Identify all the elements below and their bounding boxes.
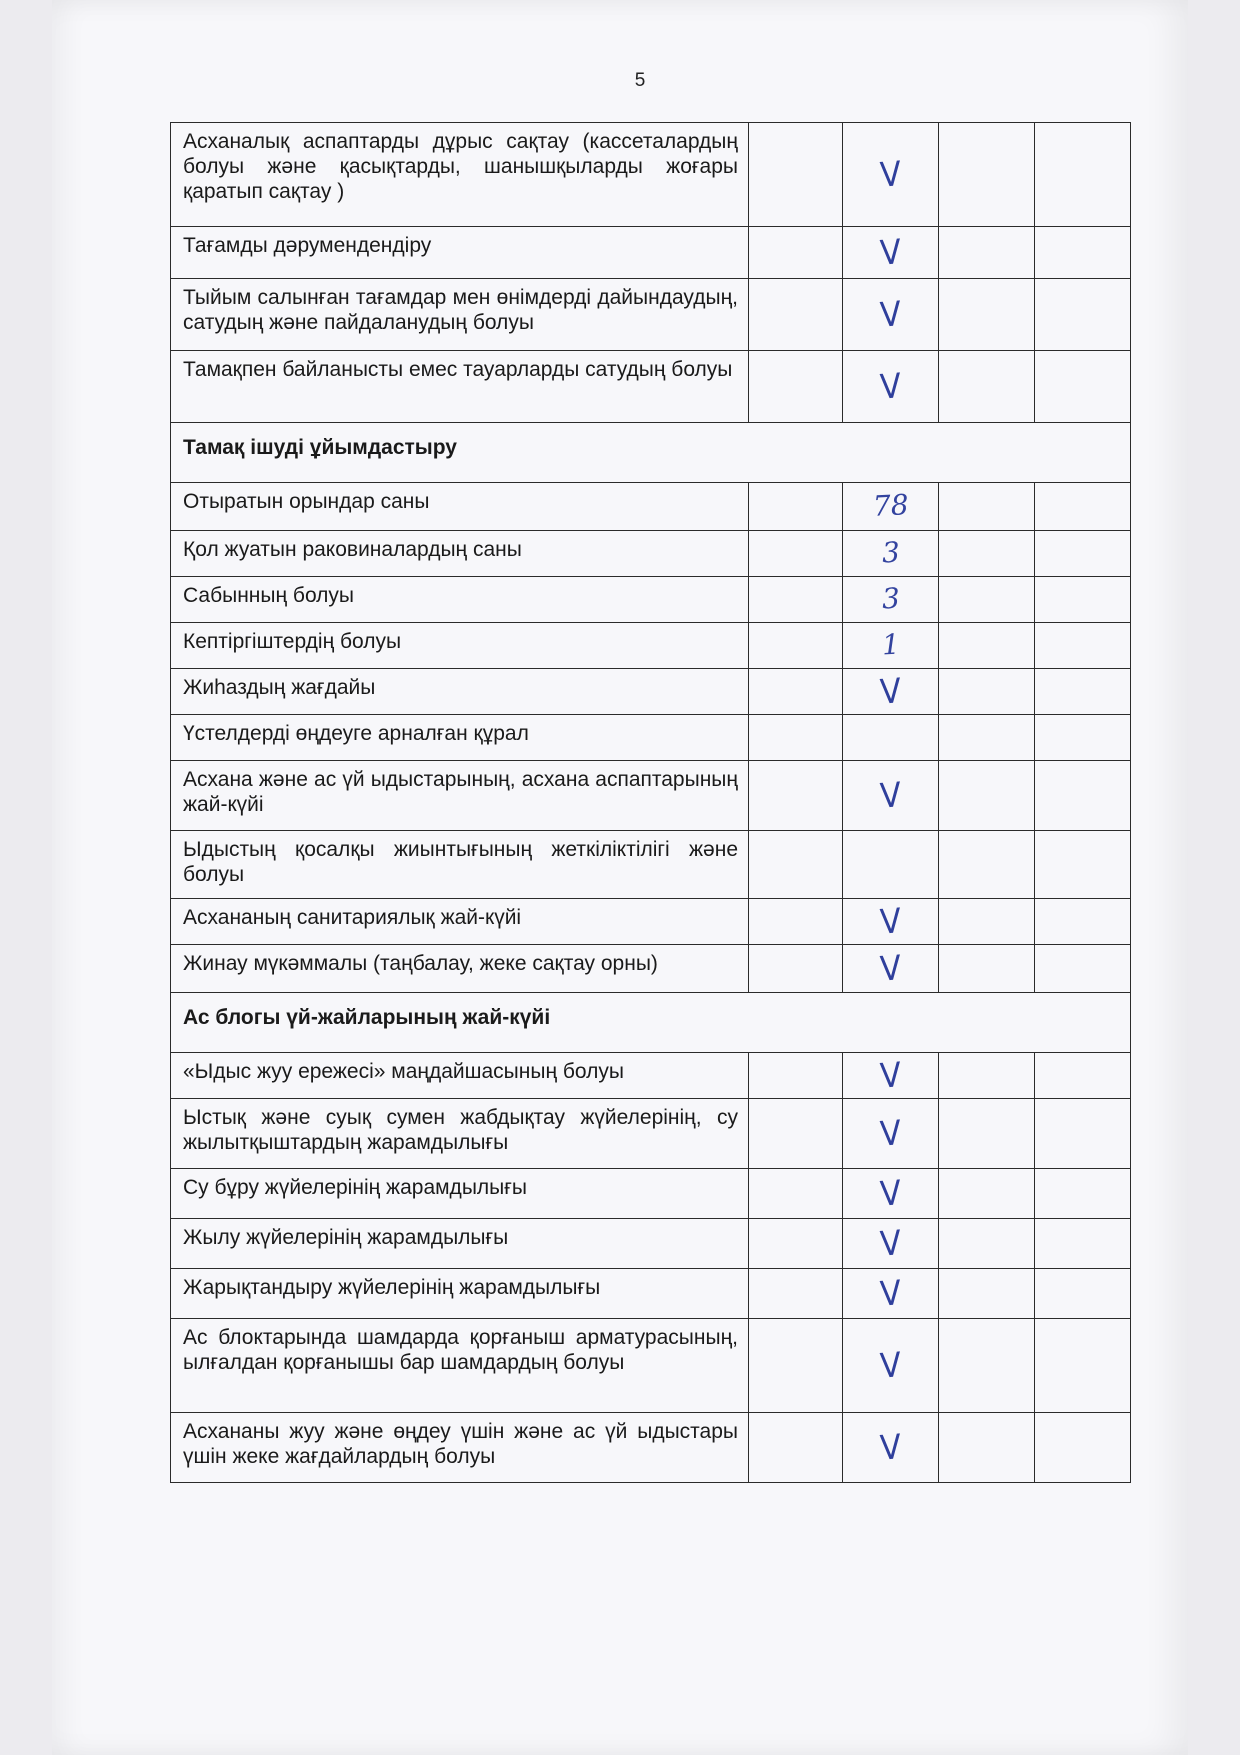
checkmark-icon: V [878, 1272, 903, 1315]
blank-cell [1035, 623, 1131, 669]
blank-cell [1035, 831, 1131, 899]
criterion-text: Жинау мүкәммалы (таңбалау, жеке сақтау орны) [171, 945, 749, 993]
blank-cell [1035, 483, 1131, 531]
blank-cell [1035, 577, 1131, 623]
mark-cell [843, 123, 939, 227]
blank-cell [939, 945, 1035, 993]
mark-cell [843, 279, 939, 351]
blank-cell [749, 279, 843, 351]
criterion-text: Тамақпен байланысты емес тауарларды сатудың болуы [171, 351, 749, 423]
blank-cell [1035, 1169, 1131, 1219]
checkmark-icon: V [878, 1344, 903, 1387]
table-row [171, 483, 1131, 531]
handwritten-count: 3 [880, 581, 901, 615]
blank-cell [749, 899, 843, 945]
criterion-text: Ыдыстың қосалқы жиынтығының жеткіліктілігі және болуы [171, 831, 749, 899]
mark-cell [843, 623, 939, 669]
blank-cell [1035, 351, 1131, 423]
criterion-text: Отыратын орындар саны [171, 483, 749, 531]
section-row [171, 423, 1131, 483]
criterion-text: Ыстық және суық сумен жабдықтау жүйелерінің, су жылытқыштардың жарамдылығы [171, 1099, 749, 1169]
criterion-text: Асхананың санитариялық жай-күйі [171, 899, 749, 945]
mark-cell [843, 483, 939, 531]
table-row [171, 351, 1131, 423]
table-row [171, 1269, 1131, 1319]
mark-cell [843, 669, 939, 715]
checkmark-icon: V [878, 1172, 903, 1215]
section-heading: Ас блогы үй-жайларының жай-күйі [171, 993, 1131, 1053]
checkmark-icon: V [878, 293, 903, 336]
mark-cell [843, 1169, 939, 1219]
blank-cell [749, 761, 843, 831]
blank-cell [939, 761, 1035, 831]
criterion-text: «Ыдыс жуу ережесі» маңдайшасының болуы [171, 1053, 749, 1099]
mark-cell [843, 1053, 939, 1099]
blank-cell [939, 899, 1035, 945]
page-number: 5 [634, 70, 646, 91]
blank-cell [1035, 1053, 1131, 1099]
criterion-text: Асхана және ас үй ыдыстарының, асхана аспаптарының жай-күйі [171, 761, 749, 831]
checkmark-icon: V [878, 900, 903, 943]
table-row [171, 531, 1131, 577]
checkmark-icon: V [878, 1426, 903, 1469]
handwritten-count: 1 [880, 627, 901, 661]
table-row [171, 1053, 1131, 1099]
table-row [171, 1099, 1131, 1169]
criterion-text: Асханалық аспаптарды дұрыс сақтау (кассеталардың болуы және қасықтарды, шанышқыларды жоғары қаратып сақтау ) [171, 123, 749, 227]
blank-cell [939, 1219, 1035, 1269]
blank-cell [749, 1053, 843, 1099]
criterion-text: Тыйым салынған тағамдар мен өнімдерді дайындаудың, сатудың және пайдаланудың болуы [171, 279, 749, 351]
checkmark-icon: V [878, 1222, 903, 1265]
table-row [171, 1169, 1131, 1219]
blank-cell [939, 1319, 1035, 1413]
mark-cell [843, 1219, 939, 1269]
mark-cell [843, 1319, 939, 1413]
blank-cell [1035, 1219, 1131, 1269]
blank-cell [939, 123, 1035, 227]
blank-cell [939, 831, 1035, 899]
blank-cell [749, 1269, 843, 1319]
blank-cell [1035, 279, 1131, 351]
section-heading: Тамақ ішуді ұйымдастыру [171, 423, 1131, 483]
table-row [171, 831, 1131, 899]
blank-cell [749, 1413, 843, 1483]
blank-cell [939, 531, 1035, 577]
checklist-body [171, 123, 1131, 1483]
criterion-text: Су бұру жүйелерінің жарамдылығы [171, 1169, 749, 1219]
blank-cell [749, 483, 843, 531]
blank-cell [749, 1319, 843, 1413]
blank-cell [749, 351, 843, 423]
table-row [171, 577, 1131, 623]
mark-cell [843, 227, 939, 279]
table-row [171, 1319, 1131, 1413]
table-row [171, 761, 1131, 831]
table-row [171, 1219, 1131, 1269]
blank-cell [1035, 945, 1131, 993]
blank-cell [1035, 1319, 1131, 1413]
table-row [171, 227, 1131, 279]
checkmark-icon: V [878, 1054, 903, 1097]
table-row [171, 715, 1131, 761]
blank-cell [939, 279, 1035, 351]
blank-cell [749, 577, 843, 623]
mark-cell [843, 1413, 939, 1483]
blank-cell [1035, 761, 1131, 831]
checkmark-icon: V [878, 670, 903, 713]
mark-cell [843, 831, 939, 899]
criterion-text: Жылу жүйелерінің жарамдылығы [171, 1219, 749, 1269]
blank-cell [749, 945, 843, 993]
mark-cell [843, 761, 939, 831]
criterion-text: Үстелдерді өңдеуге арналған құрал [171, 715, 749, 761]
handwritten-count: 3 [880, 535, 901, 569]
mark-cell [843, 1099, 939, 1169]
checkmark-icon: V [878, 365, 903, 408]
blank-cell [1035, 1269, 1131, 1319]
section-row [171, 993, 1131, 1053]
table-row [171, 279, 1131, 351]
criterion-text: Жарықтандыру жүйелерінің жарамдылығы [171, 1269, 749, 1319]
handwritten-count: 78 [871, 487, 910, 523]
blank-cell [749, 1169, 843, 1219]
mark-cell [843, 1269, 939, 1319]
blank-cell [1035, 1413, 1131, 1483]
blank-cell [749, 531, 843, 577]
blank-cell [939, 351, 1035, 423]
blank-cell [939, 577, 1035, 623]
blank-cell [939, 623, 1035, 669]
blank-cell [749, 1219, 843, 1269]
blank-cell [1035, 669, 1131, 715]
criterion-text: Ас блоктарында шамдарда қорғаныш арматурасының, ылғалдан қорғанышы бар шамдардың болуы [171, 1319, 749, 1413]
table-row [171, 669, 1131, 715]
mark-cell [843, 899, 939, 945]
blank-cell [939, 1413, 1035, 1483]
checklist-table [170, 122, 1131, 1483]
blank-cell [939, 1169, 1035, 1219]
blank-cell [749, 715, 843, 761]
blank-cell [939, 1099, 1035, 1169]
blank-cell [749, 831, 843, 899]
table-row [171, 1413, 1131, 1483]
blank-cell [939, 669, 1035, 715]
blank-cell [939, 1269, 1035, 1319]
checkmark-icon: V [878, 947, 903, 990]
blank-cell [939, 1053, 1035, 1099]
checkmark-icon: V [878, 153, 903, 196]
blank-cell [1035, 531, 1131, 577]
table-row [171, 123, 1131, 227]
table-row [171, 945, 1131, 993]
blank-cell [1035, 227, 1131, 279]
checkmark-icon: V [878, 1112, 903, 1155]
checkmark-icon: V [878, 231, 903, 274]
mark-cell [843, 531, 939, 577]
mark-cell [843, 351, 939, 423]
criterion-text: Жиһаздың жағдайы [171, 669, 749, 715]
blank-cell [1035, 123, 1131, 227]
criterion-text: Қол жуатын раковиналардың саны [171, 531, 749, 577]
blank-cell [1035, 715, 1131, 761]
criterion-text: Сабынның болуы [171, 577, 749, 623]
mark-cell [843, 715, 939, 761]
criterion-text: Кептіргіштердің болуы [171, 623, 749, 669]
checkmark-icon: V [878, 774, 903, 817]
blank-cell [749, 227, 843, 279]
blank-cell [749, 669, 843, 715]
blank-cell [1035, 1099, 1131, 1169]
mark-cell [843, 945, 939, 993]
table-row [171, 623, 1131, 669]
criterion-text: Тағамды дәрумендендіру [171, 227, 749, 279]
blank-cell [749, 1099, 843, 1169]
blank-cell [1035, 899, 1131, 945]
table-row [171, 899, 1131, 945]
blank-cell [939, 227, 1035, 279]
blank-cell [939, 715, 1035, 761]
criterion-text: Асхананы жуу және өңдеу үшін және ас үй ыдыстары үшін жеке жағдайлардың болуы [171, 1413, 749, 1483]
blank-cell [749, 123, 843, 227]
blank-cell [939, 483, 1035, 531]
blank-cell [749, 623, 843, 669]
mark-cell [843, 577, 939, 623]
